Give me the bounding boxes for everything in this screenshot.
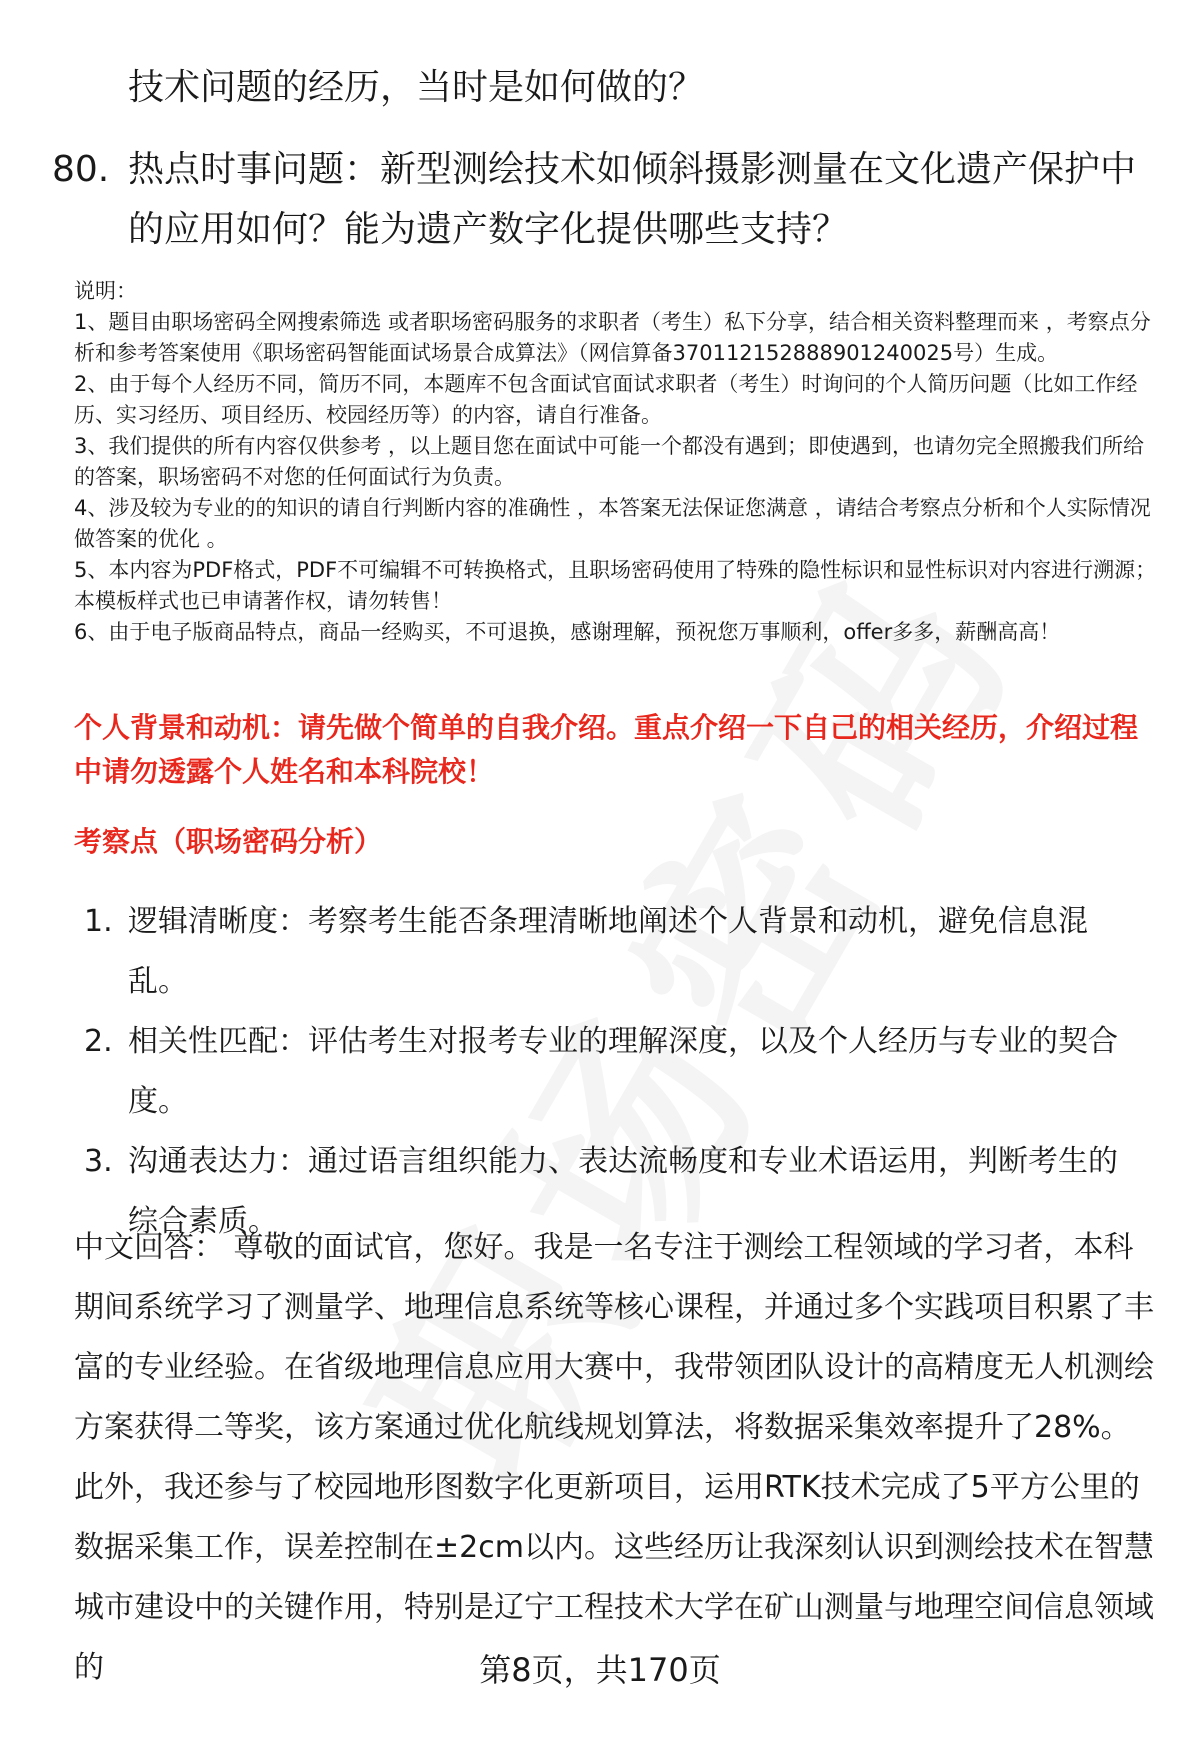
notes-block	[74, 276, 1159, 648]
point-number: 3.	[84, 1144, 113, 1179]
question-text: 热点时事问题：新型测绘技术如倾斜摄影测量在文化遗产保护中的应用如何？能为遗产数字化提供哪些支持？	[128, 149, 1137, 250]
note-item: 6、由于电子版商品特点，商品一经购买，不可退换，感谢理解，预祝您万事顺利，offer多多，薪酬高高！	[74, 620, 1061, 644]
question-number: 80.	[52, 149, 110, 190]
answer-block	[74, 1218, 1154, 1698]
point-text: 相关性匹配：评估考生对报考专业的理解深度，以及个人经历与专业的契合度。	[128, 1024, 1118, 1119]
analysis-point	[84, 892, 1144, 1012]
point-number: 1.	[84, 904, 113, 939]
question-79-continuation: 技术问题的经历，当时是如何做的？	[128, 67, 705, 108]
question-80	[52, 140, 1142, 260]
analysis-points	[84, 892, 1144, 1252]
point-text: 逻辑清晰度：考察考生能否条理清晰地阐述个人背景和动机，避免信息混乱。	[128, 904, 1088, 999]
notes-title: 说明：	[74, 279, 137, 303]
note-item: 2、由于每个人经历不同，简历不同，本题库不包含面试官面试求职者（考生）时询问的个人简历问题（比如工作经历、实习经历、项目经历、校园经历等）的内容，请自行准备。	[74, 372, 1138, 427]
analysis-point	[84, 1012, 1144, 1132]
answer-label: 中文回答：	[74, 1230, 224, 1265]
answer-text: 尊敬的面试官，您好。我是一名专注于测绘工程领域的学习者，本科期间系统学习了测量学、地理信息系统等核心课程，并通过多个实践项目积累了丰富的专业经验。在省级地理信息应用大赛中，我带领团队设计的高精度无人机测绘方案获得二等奖，该方案通过优化航线规划算法，将数据采集效率提升了28%。此外，我还参与了校园地形图数字化更新项目，运用RTK技术完成了5平方公里的数据采集工作，误差控制在±2cm以内。这些经历让我深刻认识到测绘技术在智慧城市建设中的关键作用，特别是辽宁工程技术大学在矿山测量与地理空间信息领域的	[74, 1230, 1154, 1685]
analysis-heading: 考察点（职场密码分析）	[74, 825, 383, 858]
note-item: 4、涉及较为专业的的知识的请自行判断内容的准确性 ，本答案无法保证您满意 ，请结合考察点分析和个人实际情况做答案的优化 。	[74, 496, 1151, 551]
note-item: 1、题目由职场密码全网搜索筛选 或者职场密码服务的求职者（考生）私下分享，结合相关资料整理而来 ，考察点分析和参考答案使用《职场密码智能面试场景合成算法》（网信算备370112152888901240025号）生成。	[74, 310, 1151, 365]
note-item: 5、本内容为PDF格式，PDF不可编辑不可转换格式，且职场密码使用了特殊的隐性标识和显性标识对内容进行溯源；本模板样式也已申请著作权，请勿转售！	[74, 558, 1157, 613]
section-heading: 个人背景和动机：请先做个简单的自我介绍。重点介绍一下自己的相关经历，介绍过程中请勿透露个人姓名和本科院校！	[74, 711, 1139, 788]
point-number: 2.	[84, 1024, 113, 1059]
page-footer: 第8页，共170页	[479, 1651, 721, 1689]
point-text: 沟通表达力：通过语言组织能力、表达流畅度和专业术语运用，判断考生的综合素质。	[128, 1144, 1118, 1239]
note-item: 3、我们提供的所有内容仅供参考 ，以上题目您在面试中可能一个都没有遇到；即使遇到，也请勿完全照搬我们所给的答案，职场密码不对您的任何面试行为负责。	[74, 434, 1145, 489]
